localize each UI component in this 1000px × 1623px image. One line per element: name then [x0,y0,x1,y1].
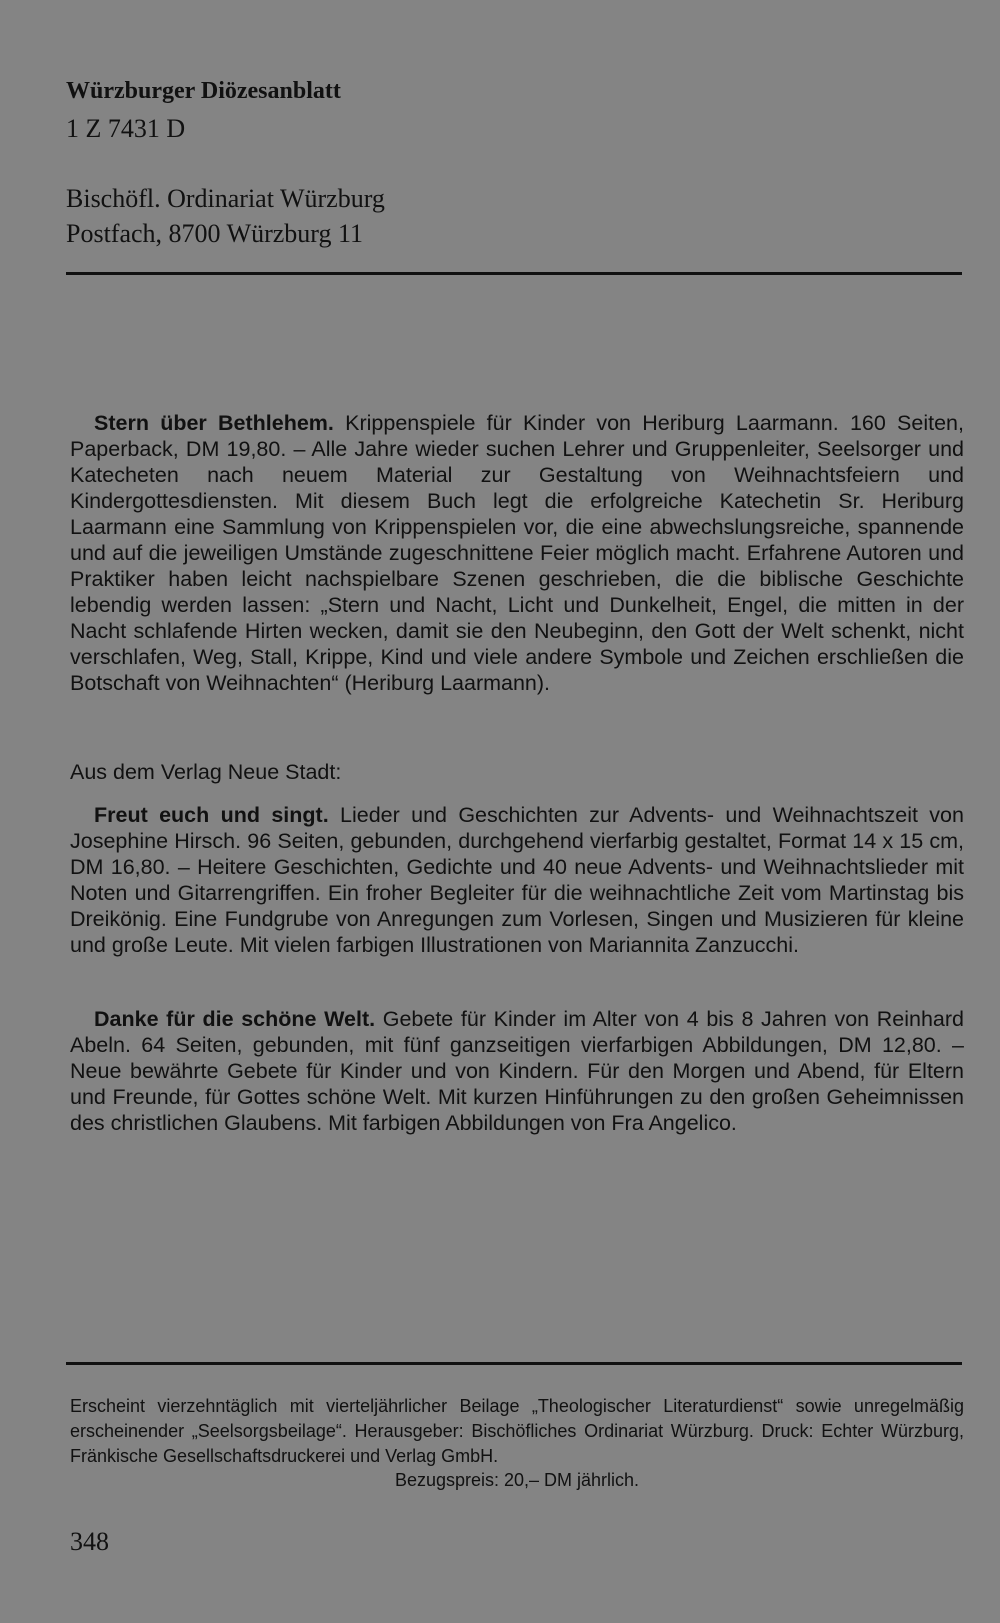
review-freut-euch-und-singt [70,802,964,958]
review-text: Lieder und Geschichten zur Advents- und Weihnachtszeit von Josephine Hirsch. 96 Seiten, gebunden, durchgehend vierfarbig gestaltet, Format 14 x 15 cm, DM 16,80. – Heitere Geschichten, Gedichte und 40 neue Advents- und Weihnachtslieder mit Noten und Gitarrengriffen. Ein froher Begleiter für die weihnachtliche Zeit vom Martinstag bis Dreikönig. Eine Fundgrube von Anregungen zum Vorlesen, Singen und Musizieren für kleine und große Leute. Mit vielen farbigen Illustrationen von Mariannita Zanzucchi. [70,803,964,957]
masthead-code: 1 Z 7431 D [66,114,186,143]
review-stern-ueber-bethlehem [70,410,964,696]
page-number: 348 [70,1527,109,1556]
publisher-name: Bischöfl. Ordinariat Würzburg [66,184,385,213]
review-title: Freut euch und singt. [94,803,329,827]
review-title: Stern über Bethlehem. [94,411,334,435]
top-divider [66,272,962,275]
bottom-divider [66,1362,962,1365]
section-heading: Aus dem Verlag Neue Stadt: [70,760,342,784]
review-danke-fuer-die-schoene-welt [70,1006,964,1136]
review-text: Krippenspiele für Kinder von Heriburg Laarmann. 160 Seiten, Paperback, DM 19,80. – Alle Jahre wieder suchen Lehrer und Gruppenleiter, Seelsorger und Katecheten nach neuem Material zur Gestaltung von Weihnachtsfeiern und Kindergottesdiensten. Mit diesem Buch legt die erfolgreiche Katechetin Sr. Heriburg Laarmann eine Sammlung von Krippenspielen vor, die eine abwechslungsreiche, spannende und auf die jeweiligen Umstände zugeschnittene Feier möglich macht. Erfahrene Autoren und Praktiker haben leicht nachspielbare Szenen geschrieben, die die biblische Geschichte lebendig werden lassen: „Stern und Nacht, Licht und Dunkelheit, Engel, die mitten in der Nacht schlafende Hirten wecken, damit sie den Neubeginn, den Gott der Welt schenkt, nicht verschlafen, Weg, Stall, Krippe, Kind und viele andere Symbole und Zeichen erschließen die Botschaft von Weihnachten“ (Heriburg Laarmann). [70,411,964,695]
review-title: Danke für die schöne Welt. [94,1007,376,1031]
imprint-text: Erscheint vierzehntäglich mit vierteljährlicher Beilage „Theologischer Literaturdienst“ sowie unregelmäßig erscheinender „Seelsorgsbeilage“. Herausgeber: Bischöfliches Ordinariat Würzburg. Druck: Echter Würzburg, Fränkische Gesellschaftsdruckerei und Verlag GmbH. [70,1396,964,1466]
subscription-price: Bezugspreis: 20,– DM jährlich. [394,1470,640,1490]
masthead-title: Würzburger Diözesanblatt [66,78,341,104]
review-text: Gebete für Kinder im Alter von 4 bis 8 Jahren von Reinhard Abeln. 64 Seiten, gebunden, mit fünf ganzseitigen vierfarbigen Abbildungen, DM 12,80. – Neue bewährte Gebete für Kinder und von Kindern. Für den Morgen und Abend, für Eltern und Freunde, für Gottes schöne Welt. Mit kurzen Hinführungen zu den großen Geheimnissen des christlichen Glaubens. Mit farbigen Abbildungen von Fra Angelico. [70,1007,964,1135]
publisher-address: Postfach, 8700 Würzburg 11 [66,219,364,248]
